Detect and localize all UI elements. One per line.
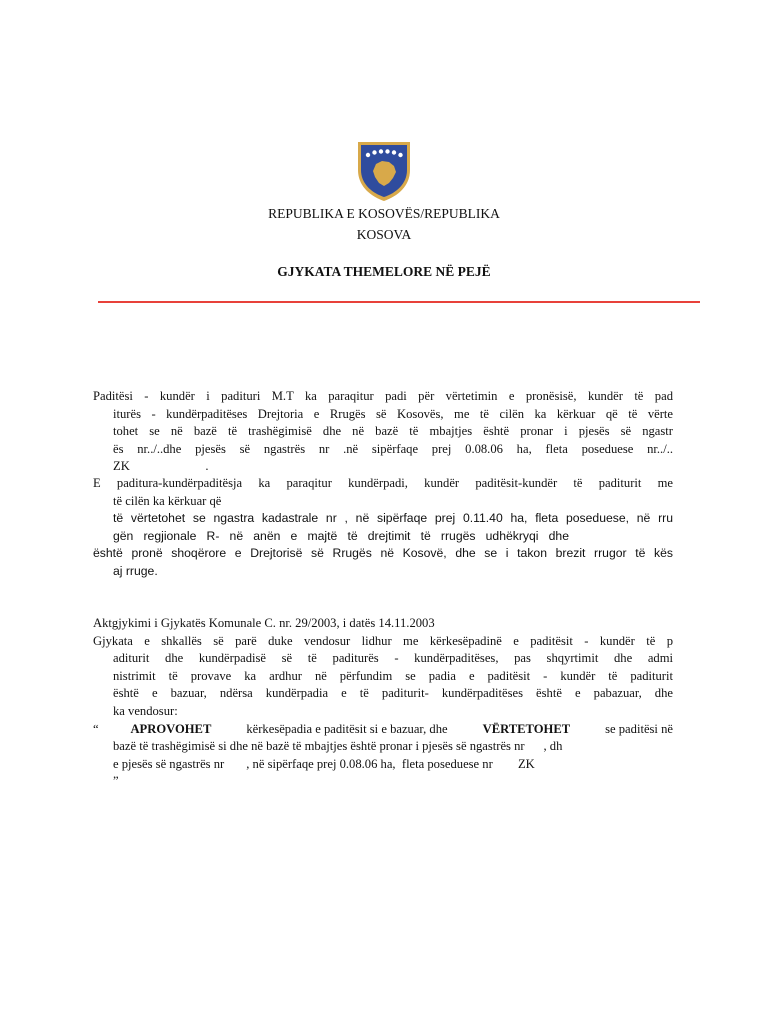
text-line: të cilën ka kërkuar që bbox=[113, 493, 222, 508]
text-line: E paditura-kundërpaditësja ka paraqitur kundërpadi, kundër paditësit-kundër të paditurit me bbox=[93, 476, 673, 490]
text-line: tohet se në bazë të trashëgimisë dhe në bazë të mbajtjes është pronar i pjesës së ngastr bbox=[113, 424, 673, 439]
text-line: është pronë shoqërore e Drejtorisë së Rrugës në Kosovë, dhe se i takon brezit rrugor të kës bbox=[93, 546, 673, 561]
text-line: aj rruge. bbox=[113, 563, 158, 578]
kosovo-coat-of-arms-icon bbox=[354, 140, 414, 202]
text-line: ës nr../..dhe pjesës së ngastrës nr .në sipërfaqe prej 0.08.06 ha, fleta poseduese nr../.. bbox=[113, 441, 673, 456]
court-name: GJYKATA THEMELORE NË PEJË bbox=[277, 264, 491, 279]
header-line-2: KOSOVA bbox=[356, 227, 412, 242]
text-line: Gjykata e shkallës së parë duke vendosur lidhur me kërkesëpadinë e paditësit - kundër të p bbox=[93, 633, 673, 648]
text-line: ka vendosur: bbox=[113, 703, 178, 718]
text-line: aditurit dhe kundërpadisë së të paditurës - kundërpaditëses, pas shqyrtimit dhe admi bbox=[113, 651, 673, 666]
ruling-approved: APROVOHET bbox=[130, 721, 212, 736]
text-line: të vërtetohet se ngastra kadastrale nr , në sipërfaqe prej 0.11.40 ha, fleta poseduese, në rru bbox=[113, 511, 673, 526]
text-line: nistrimit të provave ka ardhur në përfundim se padia e paditësit - kundër të paditurit bbox=[113, 668, 673, 683]
text-line: gën regjionale R- në anën e majtë të drejtimit të rrugës udhëkryqi dhe bbox=[113, 528, 569, 543]
section-judgment bbox=[93, 615, 673, 791]
ruling-text: kërkesëpadia e paditësit si e bazuar, dhe bbox=[243, 721, 451, 736]
judgment-title: Aktgjykimi i Gjykatës Komunale C. nr. 29/2003, i datës 14.11.2003 bbox=[93, 616, 435, 630]
text-line: iturës - kundërpaditëses Drejtoria e Rrugës së Kosovës, me të cilën ka kërkuar që të vërte bbox=[113, 406, 673, 421]
text-line: bazë të trashëgimisë si dhe në bazë të mbajtjes është pronar i pjesës së ngastrës nr , dh bbox=[113, 739, 563, 754]
header-line-1: REPUBLIKA E KOSOVËS/REPUBLIKA bbox=[268, 206, 500, 221]
ruling-confirmed: VËRTETOHET bbox=[482, 721, 571, 736]
text-line: e pjesës së ngastrës nr , në sipërfaqe prej 0.08.06 ha, fleta poseduese nr ZK bbox=[113, 756, 535, 771]
ruling-line bbox=[93, 721, 673, 739]
red-divider bbox=[98, 301, 700, 303]
text-line: Paditësi - kundër i padituri M.T ka paraqitur padi për vërtetimin e pronësisë, kundër të pad bbox=[93, 389, 673, 403]
text-line: është e bazuar, ndërsa kundërpadia e të paditurit- kundërpaditëses është e pabazuar, dhe bbox=[113, 686, 673, 701]
ruling-text: se paditësi në bbox=[601, 721, 673, 736]
section-counterclaim bbox=[93, 475, 673, 581]
ruling-open-quote: “ bbox=[93, 721, 99, 736]
text-line: ZK . bbox=[113, 459, 209, 474]
section-claim bbox=[93, 388, 673, 476]
ruling-close-quote: ” bbox=[113, 774, 119, 789]
